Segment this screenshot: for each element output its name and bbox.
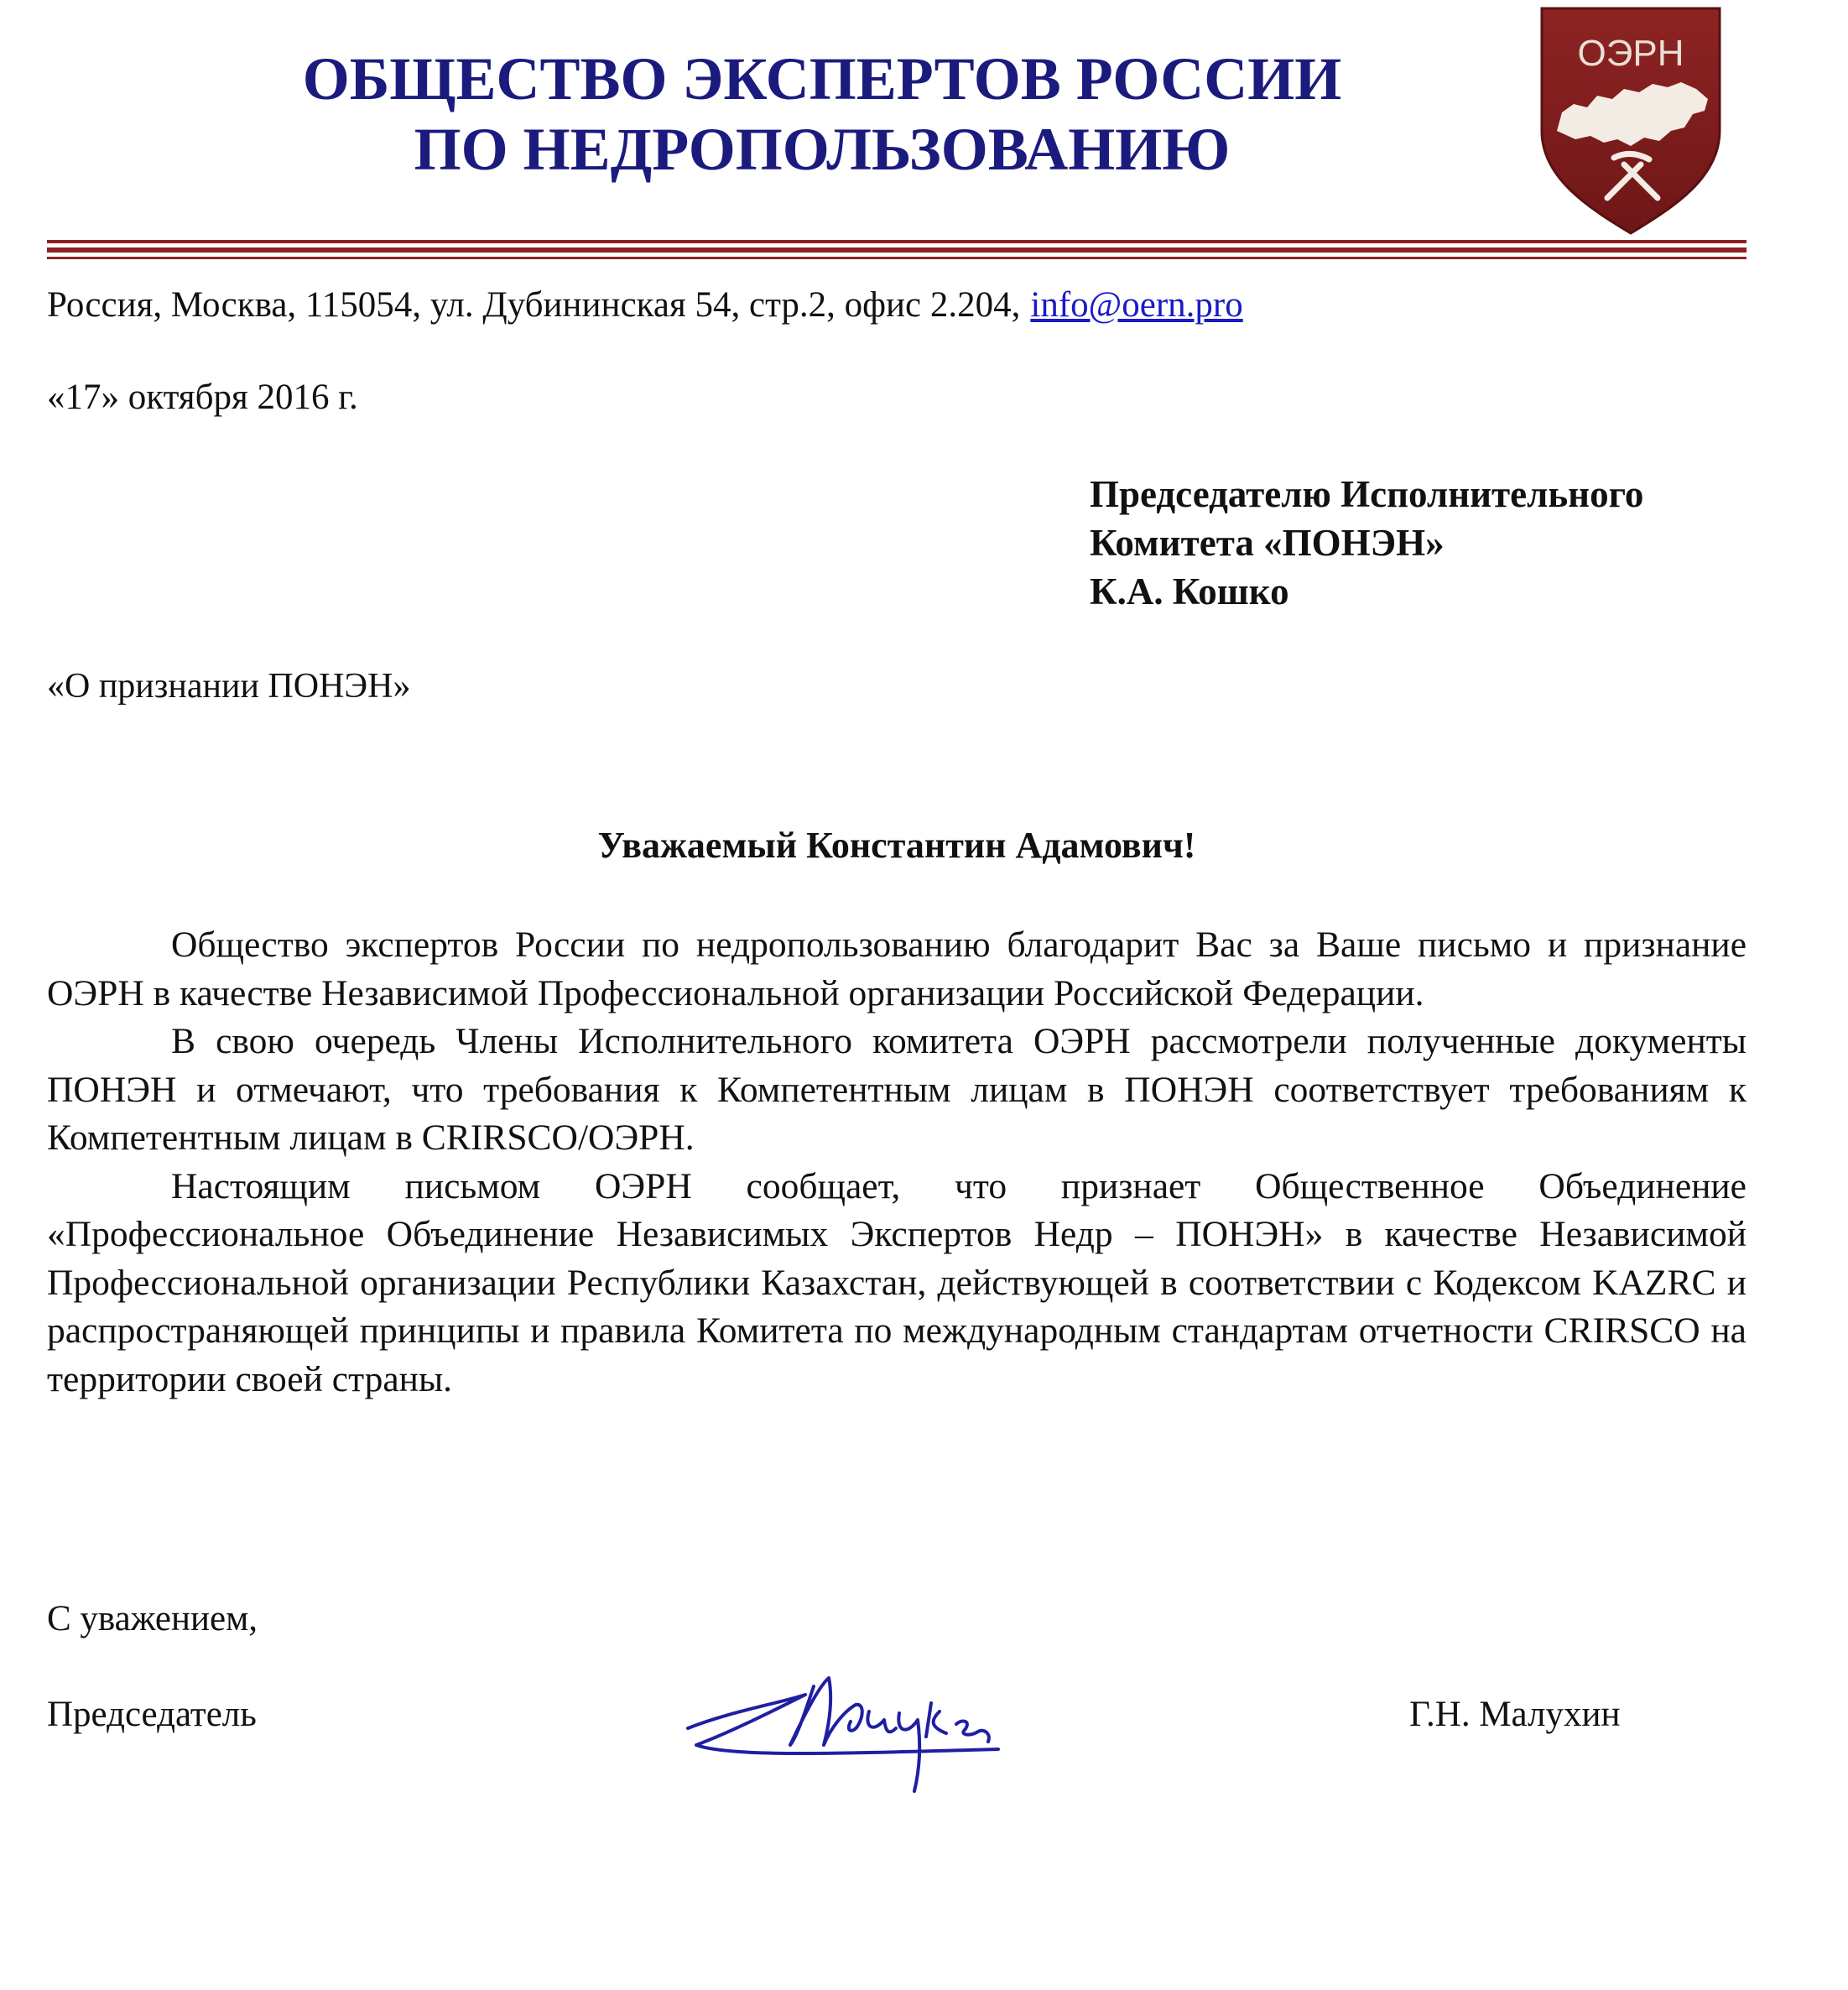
recipient-block: [1090, 470, 1643, 616]
organization-title: [34, 44, 1611, 185]
organization-title-line2: ПО НЕДРОПОЛЬЗОВАНИЮ: [414, 116, 1231, 183]
email-link[interactable]: info@oern.pro: [1030, 285, 1243, 325]
organization-title-line1: ОБЩЕСТВО ЭКСПЕРТОВ РОССИИ: [302, 45, 1342, 112]
postal-address: Россия, Москва, 115054, ул. Дубининская 54, стр.2, офис 2.204,: [47, 285, 1021, 325]
contact-address-line: [47, 284, 1243, 327]
signatory-position: Председатель: [47, 1695, 257, 1734]
salutation: Уважаемый Константин Адамович!: [597, 825, 1196, 866]
body-paragraph-2: В свою очередь Члены Исполнительного комитета ОЭРН рассмотрели полученные документы ПОНЭН и отмечают, что требования к Компетентным лицам в ПОНЭН соответствует требованиям к Компетентным лицам в CRIRSCO/ОЭРН.: [47, 1021, 1746, 1158]
recipient-line1: Председателю Исполнительного: [1090, 473, 1644, 515]
body-paragraph-1: Общество экспертов России по недропользованию благодарит Вас за Ваше письмо и признание ОЭРН в качестве Независимой Профессиональной организации Российской Федерации.: [47, 925, 1746, 1013]
letter-date: «17» октября 2016 г.: [47, 378, 358, 417]
letter-subject: «О признании ПОНЭН»: [47, 667, 411, 706]
oern-emblem-logo: [1537, 5, 1725, 237]
signatory-name: Г.Н. Малухин: [1409, 1695, 1621, 1734]
recipient-line2: Комитета «ПОНЭН»: [1090, 522, 1445, 564]
emblem-text: ОЭРН: [1577, 33, 1684, 74]
letter-body: [47, 921, 1746, 1404]
recipient-line3: К.А. Кошко: [1090, 570, 1289, 612]
body-paragraph-3: Настоящим письмом ОЭРН сообщает, что признает Общественное Объединение «Профессиональное Объединение Независимых Экспертов Недр – ПОНЭН» в качестве Независимой Профессиональной организации Республики Казахстан, действующей в соответствии с Кодексом KAZRC и распространяющей принципы и правила Комитета по международным стандартам отчетности CRIRSCO на территории своей страны.: [47, 1165, 1746, 1399]
handwritten-signature: [679, 1653, 1032, 1804]
closing-phrase: С уважением,: [47, 1599, 258, 1638]
header-divider: [47, 240, 1746, 262]
